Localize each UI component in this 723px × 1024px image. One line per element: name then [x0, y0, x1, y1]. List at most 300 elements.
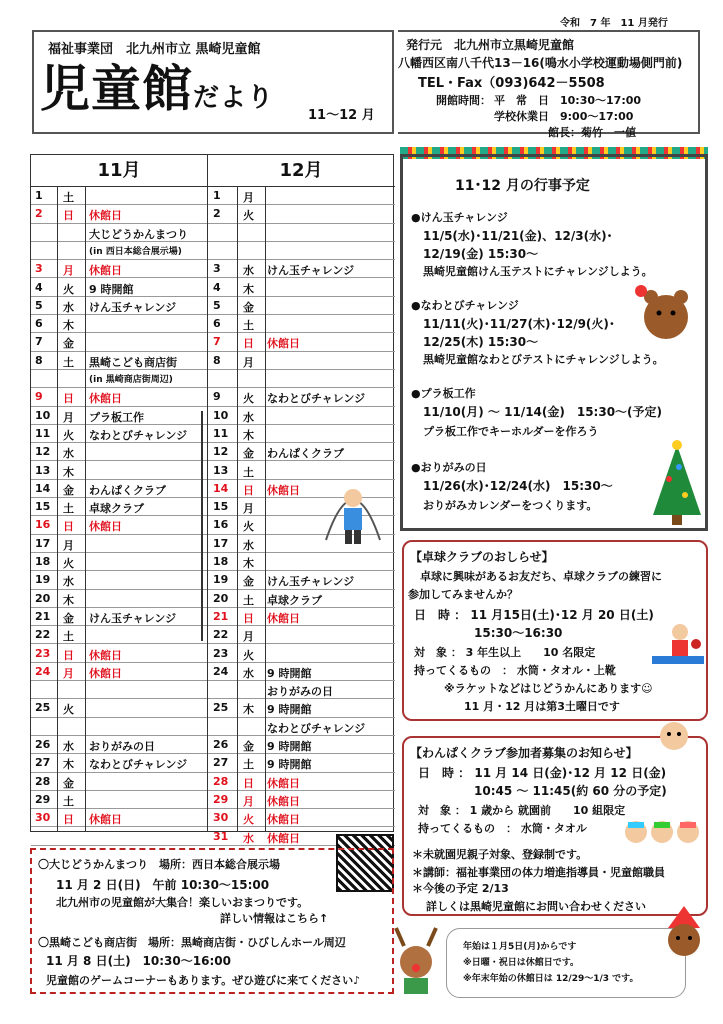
- nov-event: 休館日: [89, 648, 122, 662]
- dec-day: 23: [213, 646, 229, 660]
- nov-day: 8: [35, 353, 43, 367]
- dec-event: 休館日: [267, 611, 300, 625]
- nov-event: (in 西日本総合展示場): [89, 246, 182, 257]
- dec-event: おりがみの日: [267, 685, 333, 699]
- nov-day: 13: [35, 463, 51, 477]
- hours-holiday: 学校休業日 9:00～17:00: [494, 110, 634, 123]
- nov-event: [89, 699, 207, 716]
- dec-day: 26: [213, 738, 229, 751]
- dec-day: 1: [213, 189, 221, 202]
- nov-event: おりがみの日: [89, 740, 155, 753]
- dec-event: [267, 187, 395, 204]
- nov-weekday: [63, 828, 83, 845]
- dec-weekday: 水: [243, 410, 254, 424]
- table-divider: [265, 187, 266, 831]
- dec-day: 15: [213, 500, 229, 514]
- event1-line2: 12/19(金) 15:30～: [423, 247, 539, 261]
- event3-line2: プラ板工作でキーホルダーを作ろう: [423, 425, 599, 438]
- dec-day: 29: [213, 792, 229, 806]
- nov-weekday: 日: [63, 209, 74, 223]
- dec-day: 24: [213, 664, 229, 678]
- dec-event: 休館日: [267, 813, 300, 827]
- santa-bear-icon: [656, 904, 712, 964]
- calendar-row: [207, 590, 395, 608]
- shopping-desc: 児童館のゲームコーナーもあります。ぜひ遊びに来てください♪: [46, 974, 361, 987]
- nov-event: 大じどうかんまつり: [89, 227, 188, 241]
- dec-weekday: 木: [243, 428, 254, 442]
- kid-title: 【わんぱくクラブ参加者募集のお知らせ】: [410, 746, 638, 760]
- nov-day: 27: [35, 756, 51, 770]
- nov-event: 休館日: [89, 520, 122, 534]
- calendar-row: [207, 809, 395, 827]
- kid-line1: 日 時 ： 11 月 14 日(金)･12 月 12 日(金): [418, 766, 667, 780]
- nov-weekday: 日: [63, 392, 74, 406]
- dec-event: 休館日: [267, 483, 300, 497]
- nov-event: [89, 535, 207, 552]
- newyear-line3: ※年末年始の休館日は 12/29～1/3 です。: [463, 974, 639, 984]
- dec-weekday: 火: [243, 209, 254, 223]
- dec-day: 28: [213, 774, 229, 788]
- dec-event: 9 時開館: [267, 758, 312, 772]
- festival-more-info[interactable]: 詳しい情報はこちら↑: [220, 912, 329, 925]
- nov-day: 5: [35, 298, 43, 312]
- nov-weekday: 水: [63, 740, 74, 753]
- calendar-row: [207, 224, 395, 242]
- publisher-box: [398, 30, 700, 139]
- nov-event: 休館日: [89, 209, 122, 223]
- nov-weekday: [63, 718, 83, 735]
- nov-day: 11: [35, 426, 51, 440]
- calendar-row: [207, 333, 395, 351]
- nov-header: 11月: [31, 155, 207, 187]
- hours-weekday: 平 常 日 10:30～17:00: [494, 94, 642, 107]
- event4-line1: 11/26(水)･12/24(水) 15:30～: [423, 479, 613, 493]
- nov-event: 休館日: [89, 813, 122, 827]
- publisher-phone: TEL・Fax（093)642－5508: [418, 76, 605, 91]
- club-line2: 参加してみませんか？: [408, 588, 518, 601]
- nov-event: [89, 571, 207, 588]
- nov-weekday: [63, 370, 83, 387]
- nov-day: 26: [35, 738, 51, 751]
- table-divider: [57, 187, 58, 831]
- issue-date: 令和 7 年 11 月発行: [560, 18, 668, 29]
- nov-weekday: 土: [63, 794, 74, 808]
- nov-event: [89, 333, 207, 350]
- dec-event: 休館日: [267, 794, 300, 808]
- dec-weekday: 月: [243, 630, 254, 644]
- club-line4: 15:30～16:30: [474, 626, 563, 640]
- dec-weekday: 日: [243, 776, 254, 790]
- nov-weekday: 金: [63, 483, 74, 497]
- dec-day: [213, 681, 239, 698]
- wanpaku-club-box: [402, 736, 708, 916]
- dec-weekday: 土: [243, 593, 254, 607]
- dec-weekday: 月: [243, 794, 254, 808]
- dec-day: 3: [213, 262, 221, 276]
- dec-day: 27: [213, 756, 229, 770]
- nov-weekday: 木: [63, 465, 74, 479]
- dec-weekday: [243, 224, 263, 241]
- kid-line8: 詳しくは黒崎児童館にお問い合わせください: [426, 900, 646, 913]
- dec-event: [267, 352, 395, 369]
- nov-day: 15: [35, 500, 51, 514]
- events-title: 11･12 月の行事予定: [455, 178, 590, 194]
- nov-weekday: 火: [63, 428, 74, 442]
- event2-line2: 12/25(木) 15:30～: [423, 335, 539, 349]
- table-divider: [85, 187, 86, 831]
- dec-event: [267, 279, 395, 296]
- nov-event: 9 時開館: [89, 282, 134, 296]
- calendar-row: [207, 279, 395, 297]
- dec-weekday: [243, 370, 263, 387]
- table-tennis-box: [402, 540, 708, 721]
- dec-weekday: 月: [243, 191, 254, 204]
- calendar-row: [207, 571, 395, 589]
- dec-weekday: [243, 681, 263, 698]
- event3-heading: ●プラ板工作: [411, 387, 476, 400]
- nov-weekday: 日: [63, 648, 74, 662]
- dec-day: 30: [213, 811, 229, 825]
- nov-event: 休館日: [89, 392, 122, 406]
- table-divider: [237, 187, 238, 831]
- kid-line5: ＊未就園児親子対象、登録制です。: [412, 848, 588, 861]
- club-line1: 卓球に興味があるお友だち、卓球クラブの練習に: [420, 570, 662, 583]
- nov-day: 30: [35, 811, 51, 825]
- table-divider: [207, 155, 208, 831]
- nov-event: プラ板工作: [89, 410, 144, 424]
- shopping-date: 11 月 8 日(土) 10:30～16:00: [46, 954, 231, 968]
- calendar-row: [207, 370, 395, 388]
- dec-day: 5: [213, 298, 221, 312]
- dec-day: 18: [213, 555, 229, 568]
- club-line3: 日 時 ： 11 月15日(土)･12 月 20 日(土): [414, 608, 654, 622]
- festival-date: 11 月 2 日(日) 午前 10:30～15:00: [56, 878, 270, 892]
- club-line8: 11 月・12 月は第3土曜日です: [464, 700, 620, 713]
- calendar-row: [207, 626, 395, 644]
- dec-event: [267, 407, 395, 424]
- nov-day: 14: [35, 481, 51, 495]
- kids-illustration-icon: [622, 812, 702, 852]
- arrow-line: [201, 411, 203, 641]
- nov-weekday: 土: [63, 502, 74, 516]
- organization: 福祉事業団 北九州市立 黒崎児童館: [48, 42, 261, 57]
- title-sub: だより: [193, 83, 275, 113]
- dec-event: けん玉チャレンジ: [267, 264, 355, 278]
- dec-day: 25: [213, 701, 229, 715]
- publisher-address: 八幡西区南八千代13－16(鳴水小学校運動場側門前): [398, 56, 683, 70]
- dec-event: [267, 370, 395, 387]
- dec-day: [213, 370, 239, 387]
- kid-line2: 10:45 ～ 11:45(約 60 分の予定): [474, 784, 667, 798]
- calendar-row: [207, 681, 395, 699]
- dec-weekday: 月: [243, 355, 254, 369]
- nov-day: 22: [35, 628, 51, 642]
- nov-day: 18: [35, 555, 51, 568]
- nov-event: [89, 791, 207, 808]
- dec-weekday: 金: [243, 447, 254, 461]
- reindeer-icon: [386, 922, 446, 998]
- event4-heading: ●おりがみの日: [411, 461, 487, 474]
- dec-weekday: 金: [243, 300, 254, 314]
- dec-day: 2: [213, 207, 221, 221]
- dec-event: けん玉チャレンジ: [267, 575, 355, 589]
- dec-day: 9: [213, 390, 221, 404]
- dec-event: 休館日: [267, 337, 300, 351]
- nov-day: 21: [35, 609, 51, 623]
- nov-weekday: 水: [63, 447, 74, 461]
- calendar-row: [207, 663, 395, 681]
- nov-day: 12: [35, 445, 51, 459]
- nov-day: 24: [35, 664, 51, 678]
- event4-line2: おりがみカレンダーをつくります。: [423, 499, 598, 512]
- dec-event: なわとびチャレンジ: [267, 721, 366, 735]
- nov-day: 10: [35, 408, 51, 422]
- nov-day: 20: [35, 591, 51, 605]
- dec-day: 21: [213, 609, 229, 623]
- dec-weekday: 土: [243, 758, 254, 772]
- nov-day: 2: [35, 207, 43, 221]
- nov-weekday: 月: [63, 538, 74, 552]
- baby-icon: [654, 716, 694, 756]
- club-line6: 持ってくるもの ： 水筒・タオル・上靴: [414, 664, 616, 677]
- nov-weekday: 水: [63, 300, 74, 314]
- club-line5: 対 象 ： 3 年生以上 10 名限定: [414, 646, 596, 659]
- nov-weekday: 火: [63, 703, 74, 717]
- kid-line4: 持ってくるもの ： 水筒・タオル: [418, 822, 587, 835]
- nov-day: 29: [35, 792, 51, 806]
- dec-day: 7: [213, 335, 221, 349]
- nov-event: わんぱくクラブ: [89, 483, 166, 497]
- dec-weekday: [243, 718, 263, 735]
- christmas-tree-icon: [649, 439, 705, 529]
- dec-day: 20: [213, 591, 229, 605]
- calendar-row: [207, 791, 395, 809]
- nov-weekday: 金: [63, 611, 74, 625]
- nov-weekday: 日: [63, 813, 74, 827]
- dec-weekday: 水: [243, 264, 254, 278]
- nov-day: 7: [35, 335, 43, 349]
- nov-weekday: 日: [63, 520, 74, 534]
- dec-weekday: 金: [243, 575, 254, 589]
- nov-day: 17: [35, 536, 51, 550]
- event2-line1: 11/11(火)･11/27(木)･12/9(火)･: [423, 317, 615, 331]
- dec-event: [267, 205, 395, 222]
- calendar-row: [207, 352, 395, 370]
- festival-heading: 〇大じどうかんまつり 場所：西日本総合展示場: [38, 858, 280, 871]
- calendar-row: [207, 187, 395, 205]
- nov-event: [89, 462, 207, 479]
- dec-weekday: 火: [243, 392, 254, 406]
- event1-heading: ●けん玉チャレンジ: [411, 211, 508, 224]
- calendar-row: [207, 443, 395, 461]
- dec-weekday: 木: [243, 703, 254, 717]
- nov-weekday: 金: [63, 776, 74, 790]
- dec-header: 12月: [207, 155, 395, 187]
- calendar-row: [207, 407, 395, 425]
- nov-day: 3: [35, 262, 43, 276]
- dec-weekday: 火: [243, 813, 254, 827]
- calendar-row: [207, 699, 395, 717]
- nov-day: 25: [35, 701, 51, 715]
- shopping-heading: 〇黒崎こども商店街 場所：黒崎商店街・ひびしんホール周辺: [38, 936, 346, 949]
- nov-weekday: 火: [63, 282, 74, 296]
- calendar-row: [207, 754, 395, 772]
- nov-event: けん玉チャレンジ: [89, 300, 177, 314]
- dec-event: [267, 315, 395, 332]
- nov-day: 6: [35, 317, 43, 331]
- calendar-row: [207, 315, 395, 333]
- table-tennis-player-icon: [650, 620, 706, 676]
- dec-weekday: 水: [243, 831, 254, 845]
- newyear-line1: 年始は１月5日(月)からです: [463, 942, 577, 952]
- nov-event: [89, 315, 207, 332]
- dec-day: 4: [213, 280, 221, 294]
- dec-weekday: 金: [243, 740, 254, 753]
- calendar-row: [207, 205, 395, 223]
- festival-desc: 北九州市の児童館が大集合！楽しいおまつりです。: [56, 896, 309, 909]
- nov-event: [89, 187, 207, 204]
- dec-weekday: 日: [243, 337, 254, 351]
- dec-event: 9 時開館: [267, 666, 312, 680]
- dec-day: 6: [213, 317, 221, 331]
- nov-event: 卓球クラブ: [89, 502, 144, 516]
- calendar-row: [207, 773, 395, 791]
- publisher-name: 発行元 北九州市立黒崎児童館: [406, 38, 575, 52]
- dec-day: 11: [213, 426, 229, 440]
- nov-day: 23: [35, 646, 51, 660]
- dec-day: 19: [213, 573, 229, 587]
- dec-day: 17: [213, 536, 229, 550]
- nov-event: [89, 626, 207, 643]
- dec-day: 14: [213, 481, 229, 495]
- nov-event: [89, 553, 207, 570]
- nov-event: なわとびチャレンジ: [89, 428, 188, 442]
- hours-label: 開館時間：: [436, 94, 491, 107]
- dec-weekday: 土: [243, 319, 254, 333]
- events-box: [400, 154, 708, 531]
- dec-event: [267, 297, 395, 314]
- nov-weekday: [63, 224, 83, 241]
- nov-weekday: 金: [63, 337, 74, 351]
- newsletter-title: [40, 60, 275, 118]
- nov-event: [89, 828, 207, 845]
- nov-weekday: 土: [63, 191, 74, 204]
- dec-event: 休館日: [267, 831, 300, 845]
- newyear-line2: ※日曜・祝日は休館日です。: [463, 958, 580, 968]
- event1-line3: 黒崎児童館けん玉テストにチャレンジしよう。: [423, 265, 653, 278]
- nov-day: 4: [35, 280, 43, 294]
- dec-day: 22: [213, 628, 229, 642]
- dec-weekday: 水: [243, 538, 254, 552]
- dec-day: 10: [213, 408, 229, 422]
- nov-weekday: [63, 681, 83, 698]
- dec-weekday: 日: [243, 483, 254, 497]
- dec-event: なわとびチャレンジ: [267, 392, 366, 406]
- nov-event: [89, 718, 207, 735]
- event2-line3: 黒崎児童館なわとびテストにチャレンジしよう。: [423, 353, 664, 366]
- nov-day: 19: [35, 573, 51, 587]
- nov-event: なわとびチャレンジ: [89, 758, 188, 772]
- nov-event: [89, 681, 207, 698]
- calendar-row: [207, 297, 395, 315]
- dec-weekday: [243, 242, 263, 259]
- dec-event: [267, 645, 395, 662]
- club-line7: ※ラケットなどはじどうかんにあります☺: [444, 682, 653, 695]
- dec-weekday: 水: [243, 666, 254, 680]
- kid-line7: ＊今後の予定 2/13: [412, 882, 509, 895]
- calendar-row: [207, 608, 395, 626]
- kid-line3: 対 象 ： 1 歳から 就園前 10 組限定: [418, 804, 626, 817]
- title-main: 児童館: [40, 60, 193, 118]
- dec-day: [213, 224, 239, 241]
- dec-weekday: 土: [243, 465, 254, 479]
- dec-day: 8: [213, 353, 221, 367]
- event2-heading: ●なわとびチャレンジ: [411, 299, 519, 312]
- dec-weekday: 日: [243, 611, 254, 625]
- dec-event: 9 時開館: [267, 703, 312, 717]
- nov-weekday: 月: [63, 410, 74, 424]
- club-title: 【卓球クラブのおしらせ】: [410, 550, 554, 564]
- nov-event: [89, 773, 207, 790]
- nov-weekday: 木: [63, 758, 74, 772]
- dec-weekday: 月: [243, 502, 254, 516]
- nov-event: [89, 443, 207, 460]
- nov-event: 黒崎こども商店街: [89, 355, 177, 369]
- kid-line6: ＊講師：福祉事業団の体力増進指導員・児童館職員: [412, 866, 665, 879]
- calendar-row: [207, 736, 395, 754]
- nov-weekday: 木: [63, 319, 74, 333]
- dec-event: 9 時開館: [267, 740, 312, 753]
- new-year-box: [446, 928, 686, 998]
- nov-day: 16: [35, 518, 51, 532]
- dec-event: 休館日: [267, 776, 300, 790]
- nov-weekday: [63, 242, 83, 259]
- dec-event: [267, 553, 395, 570]
- dec-event: [267, 242, 395, 259]
- calendar-row: [207, 388, 395, 406]
- nov-event: 休館日: [89, 264, 122, 278]
- dec-day: 12: [213, 445, 229, 459]
- calendar-row: [207, 242, 395, 260]
- event1-line1: 11/5(水)･11/21(金)、12/3(水)･: [423, 229, 613, 243]
- calendar-row: [207, 718, 395, 736]
- dec-event: [267, 425, 395, 442]
- dec-event: 卓球クラブ: [267, 593, 322, 607]
- dec-weekday: 火: [243, 648, 254, 662]
- calendar-row: [207, 260, 395, 278]
- dec-event: [267, 626, 395, 643]
- calendar-row: [207, 645, 395, 663]
- dec-event: わんぱくクラブ: [267, 447, 344, 461]
- event3-line1: 11/10(月) ～ 11/14(金) 15:30～(予定): [423, 405, 663, 419]
- nov-weekday: 月: [63, 666, 74, 680]
- dec-day: [213, 718, 239, 735]
- nov-event: [89, 590, 207, 607]
- calendar-row: [207, 425, 395, 443]
- events-info-box: [30, 848, 394, 994]
- dec-event: [267, 224, 395, 241]
- nov-event: 休館日: [89, 666, 122, 680]
- nov-weekday: 土: [63, 630, 74, 644]
- nov-weekday: 火: [63, 557, 74, 570]
- nov-day: 9: [35, 390, 43, 404]
- nov-weekday: 土: [63, 355, 74, 369]
- jump-rope-boy-icon: [318, 470, 388, 550]
- dec-weekday: 木: [243, 282, 254, 296]
- dec-day: [213, 242, 239, 259]
- nov-weekday: 木: [63, 593, 74, 607]
- calendar-row: [207, 553, 395, 571]
